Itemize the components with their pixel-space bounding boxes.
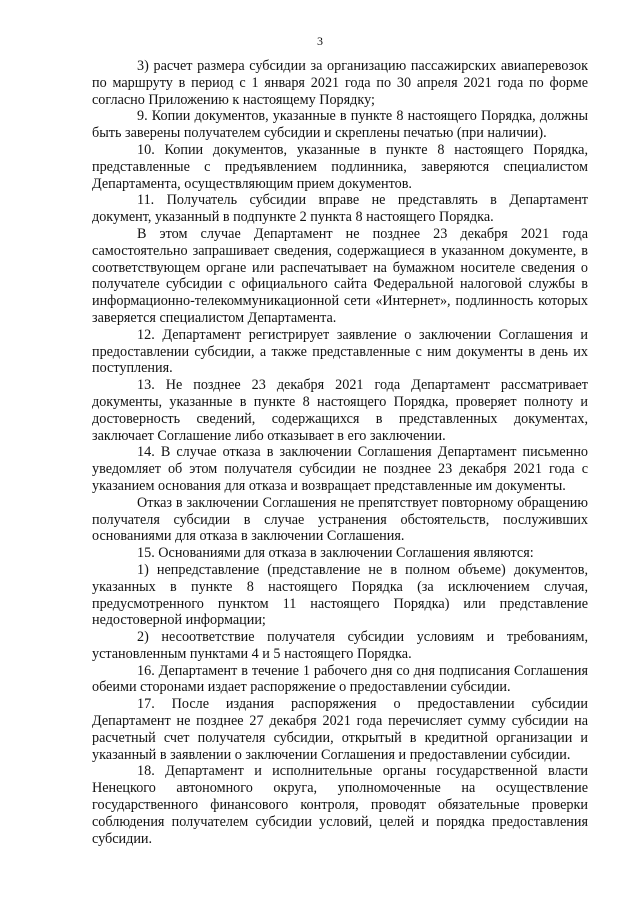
- paragraph-12: 12. Департамент регистрирует заявление о заключении Соглашения и предоставлении субсидии, а также представленные с ним документы в день их поступления.: [92, 326, 588, 377]
- paragraph-16: 16. Департамент в течение 1 рабочего дня со дня подписания Соглашения обеими сторонами издает распоряжение о предоставлении субсидии.: [92, 662, 588, 696]
- document-body: [92, 58, 588, 847]
- paragraph-18: 18. Департамент и исполнительные органы государственной власти Ненецкого автономного округа, уполномоченные на осуществление государственного финансового контроля, проводят обязательные проверки соблюдения получателем субсидии условий, целей и порядка предоставления субсидии.: [92, 763, 588, 847]
- paragraph-14-continuation: Отказ в заключении Соглашения не препятствует повторному обращению получателя субсидии в случае устранения обстоятельств, послуживших основаниями для отказа в заключении Соглашения.: [92, 494, 588, 545]
- paragraph-11-continuation: В этом случае Департамент не позднее 23 декабря 2021 года самостоятельно запрашивает сведения, содержащиеся в указанном документе, в соответствующем органе или распечатывает на бумажном носителе сведения о получателе субсидии с официального сайта Федеральной налоговой службы в информационно-телекоммуникационной сети «Интернет», подлинность которых заверяется специалистом Департамента.: [92, 225, 588, 326]
- paragraph-15-item-2: 2) несоответствие получателя субсидии условиям и требованиям, установленным пунктами 4 и 5 настоящего Порядка.: [92, 629, 588, 662]
- paragraph-17: 17. После издания распоряжения о предоставлении субсидии Департамент не позднее 27 декабря 2021 года перечисляет сумму субсидии на расчетный счет получателя субсидии, открытый в кредитной организации и указанный в заявлении о заключении Соглашения и предоставлении субсидии.: [92, 696, 588, 763]
- paragraph-item-3-calculation: 3) расчет размера субсидии за организацию пассажирских авиаперевозок по маршруту в период с 1 января 2021 года по 30 апреля 2021 года по форме согласно Приложению к настоящему Порядку;: [92, 58, 588, 108]
- paragraph-10: 10. Копии документов, указанные в пункте 8 настоящего Порядка, представленные с предъявлением подлинника, заверяются специалистом Департамента, осуществляющим прием документов.: [92, 141, 588, 192]
- paragraph-15-item-1: 1) непредставление (представление не в полном объеме) документов, указанных в пункте 8 настоящего Порядка (за исключением случая, предусмотренного пунктом 11 настоящего Порядка) или представление недостоверной информации;: [92, 561, 588, 629]
- paragraph-15: 15. Основаниями для отказа в заключении Соглашения являются:: [137, 545, 534, 562]
- paragraph-14: 14. В случае отказа в заключении Соглашения Департамент письменно уведомляет об этом получателя субсидии не позднее 23 декабря 2021 года с указанием основания для отказа и возвращает представленные им документы.: [92, 444, 588, 494]
- page-number: 3: [317, 34, 323, 48]
- paragraph-11: 11. Получатель субсидии вправе не представлять в Департамент документ, указанный в подпункте 2 пункта 8 настоящего Порядка.: [92, 192, 588, 226]
- paragraph-9: 9. Копии документов, указанные в пункте 8 настоящего Порядка, должны быть заверены получателем субсидии и скреплены печатью (при наличии).: [92, 108, 588, 142]
- paragraph-13: 13. Не позднее 23 декабря 2021 года Департамент рассматривает документы, указанные в пункте 8 настоящего Порядка, проверяет полноту и достоверность сведений, содержащихся в представленных документах, заключает Соглашение либо отказывает в его заключении.: [92, 377, 588, 444]
